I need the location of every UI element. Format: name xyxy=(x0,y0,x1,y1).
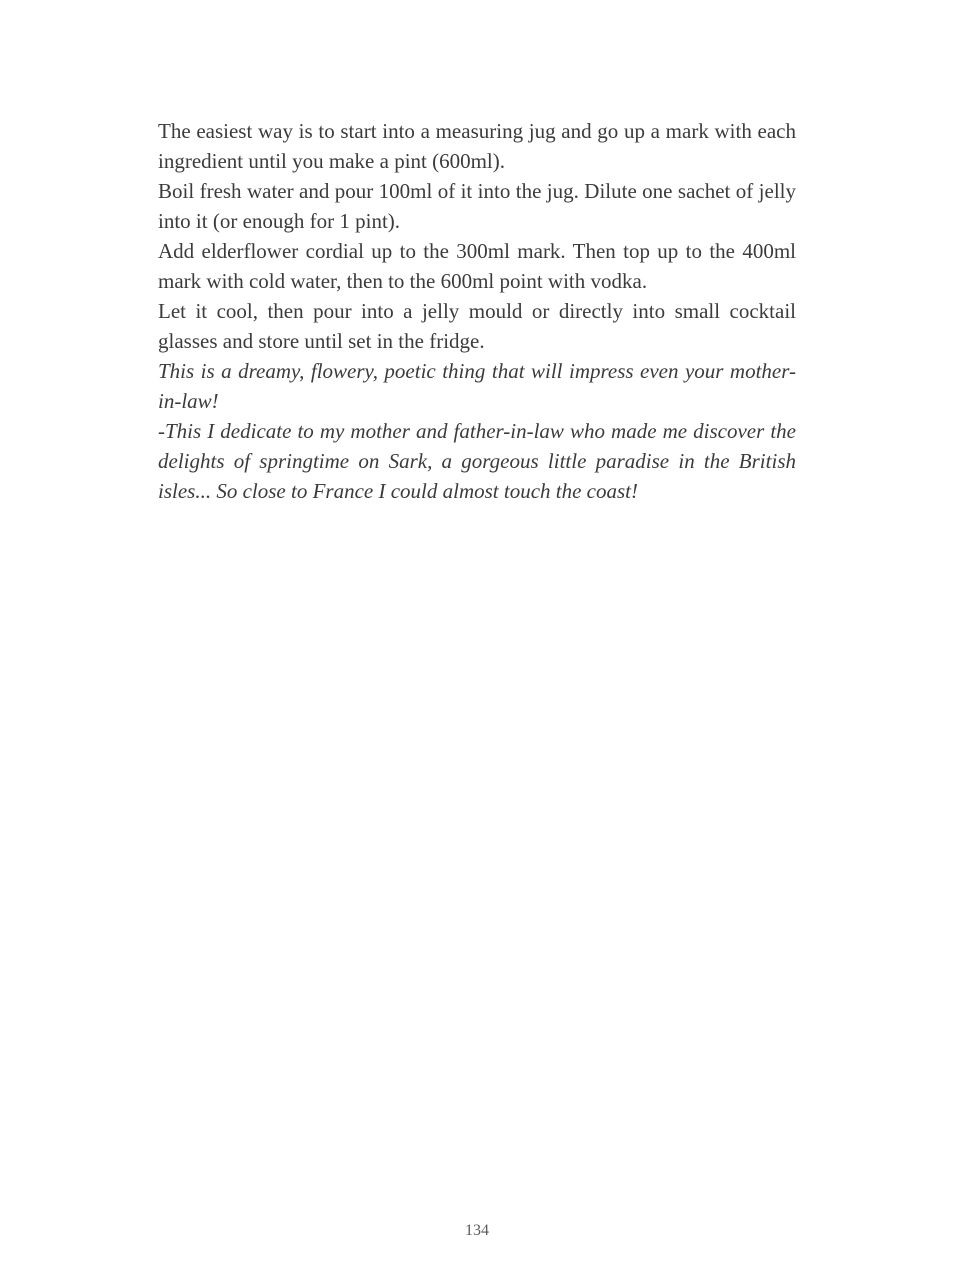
page-number: 134 xyxy=(465,1222,489,1239)
paragraph-instructions-2: Boil fresh water and pour 100ml of it into the jug. Dilute one sachet of jelly into it (or enough for 1 pint). xyxy=(158,179,796,233)
paragraph-instructions-3: Add elderflower cordial up to the 300ml mark. Then top up to the 400ml mark with cold water, then to the 600ml point with vodka. xyxy=(158,239,796,293)
body-text xyxy=(158,116,796,506)
paragraph-instructions-4: Let it cool, then pour into a jelly mould or directly into small cocktail glasses and store until set in the fridge. xyxy=(158,299,796,353)
paragraph-instructions-1: The easiest way is to start into a measuring jug and go up a mark with each ingredient until you make a pint (600ml). xyxy=(158,119,796,173)
paragraph-dedication-italic: -This I dedicate to my mother and father-in-law who made me discover the delights of springtime on Sark, a gorgeous little paradise in the British isles... So close to France I could almost touch the coast! xyxy=(158,419,796,503)
paragraph-note-italic: This is a dreamy, flowery, poetic thing that will impress even your mother-in-law! xyxy=(158,359,796,413)
